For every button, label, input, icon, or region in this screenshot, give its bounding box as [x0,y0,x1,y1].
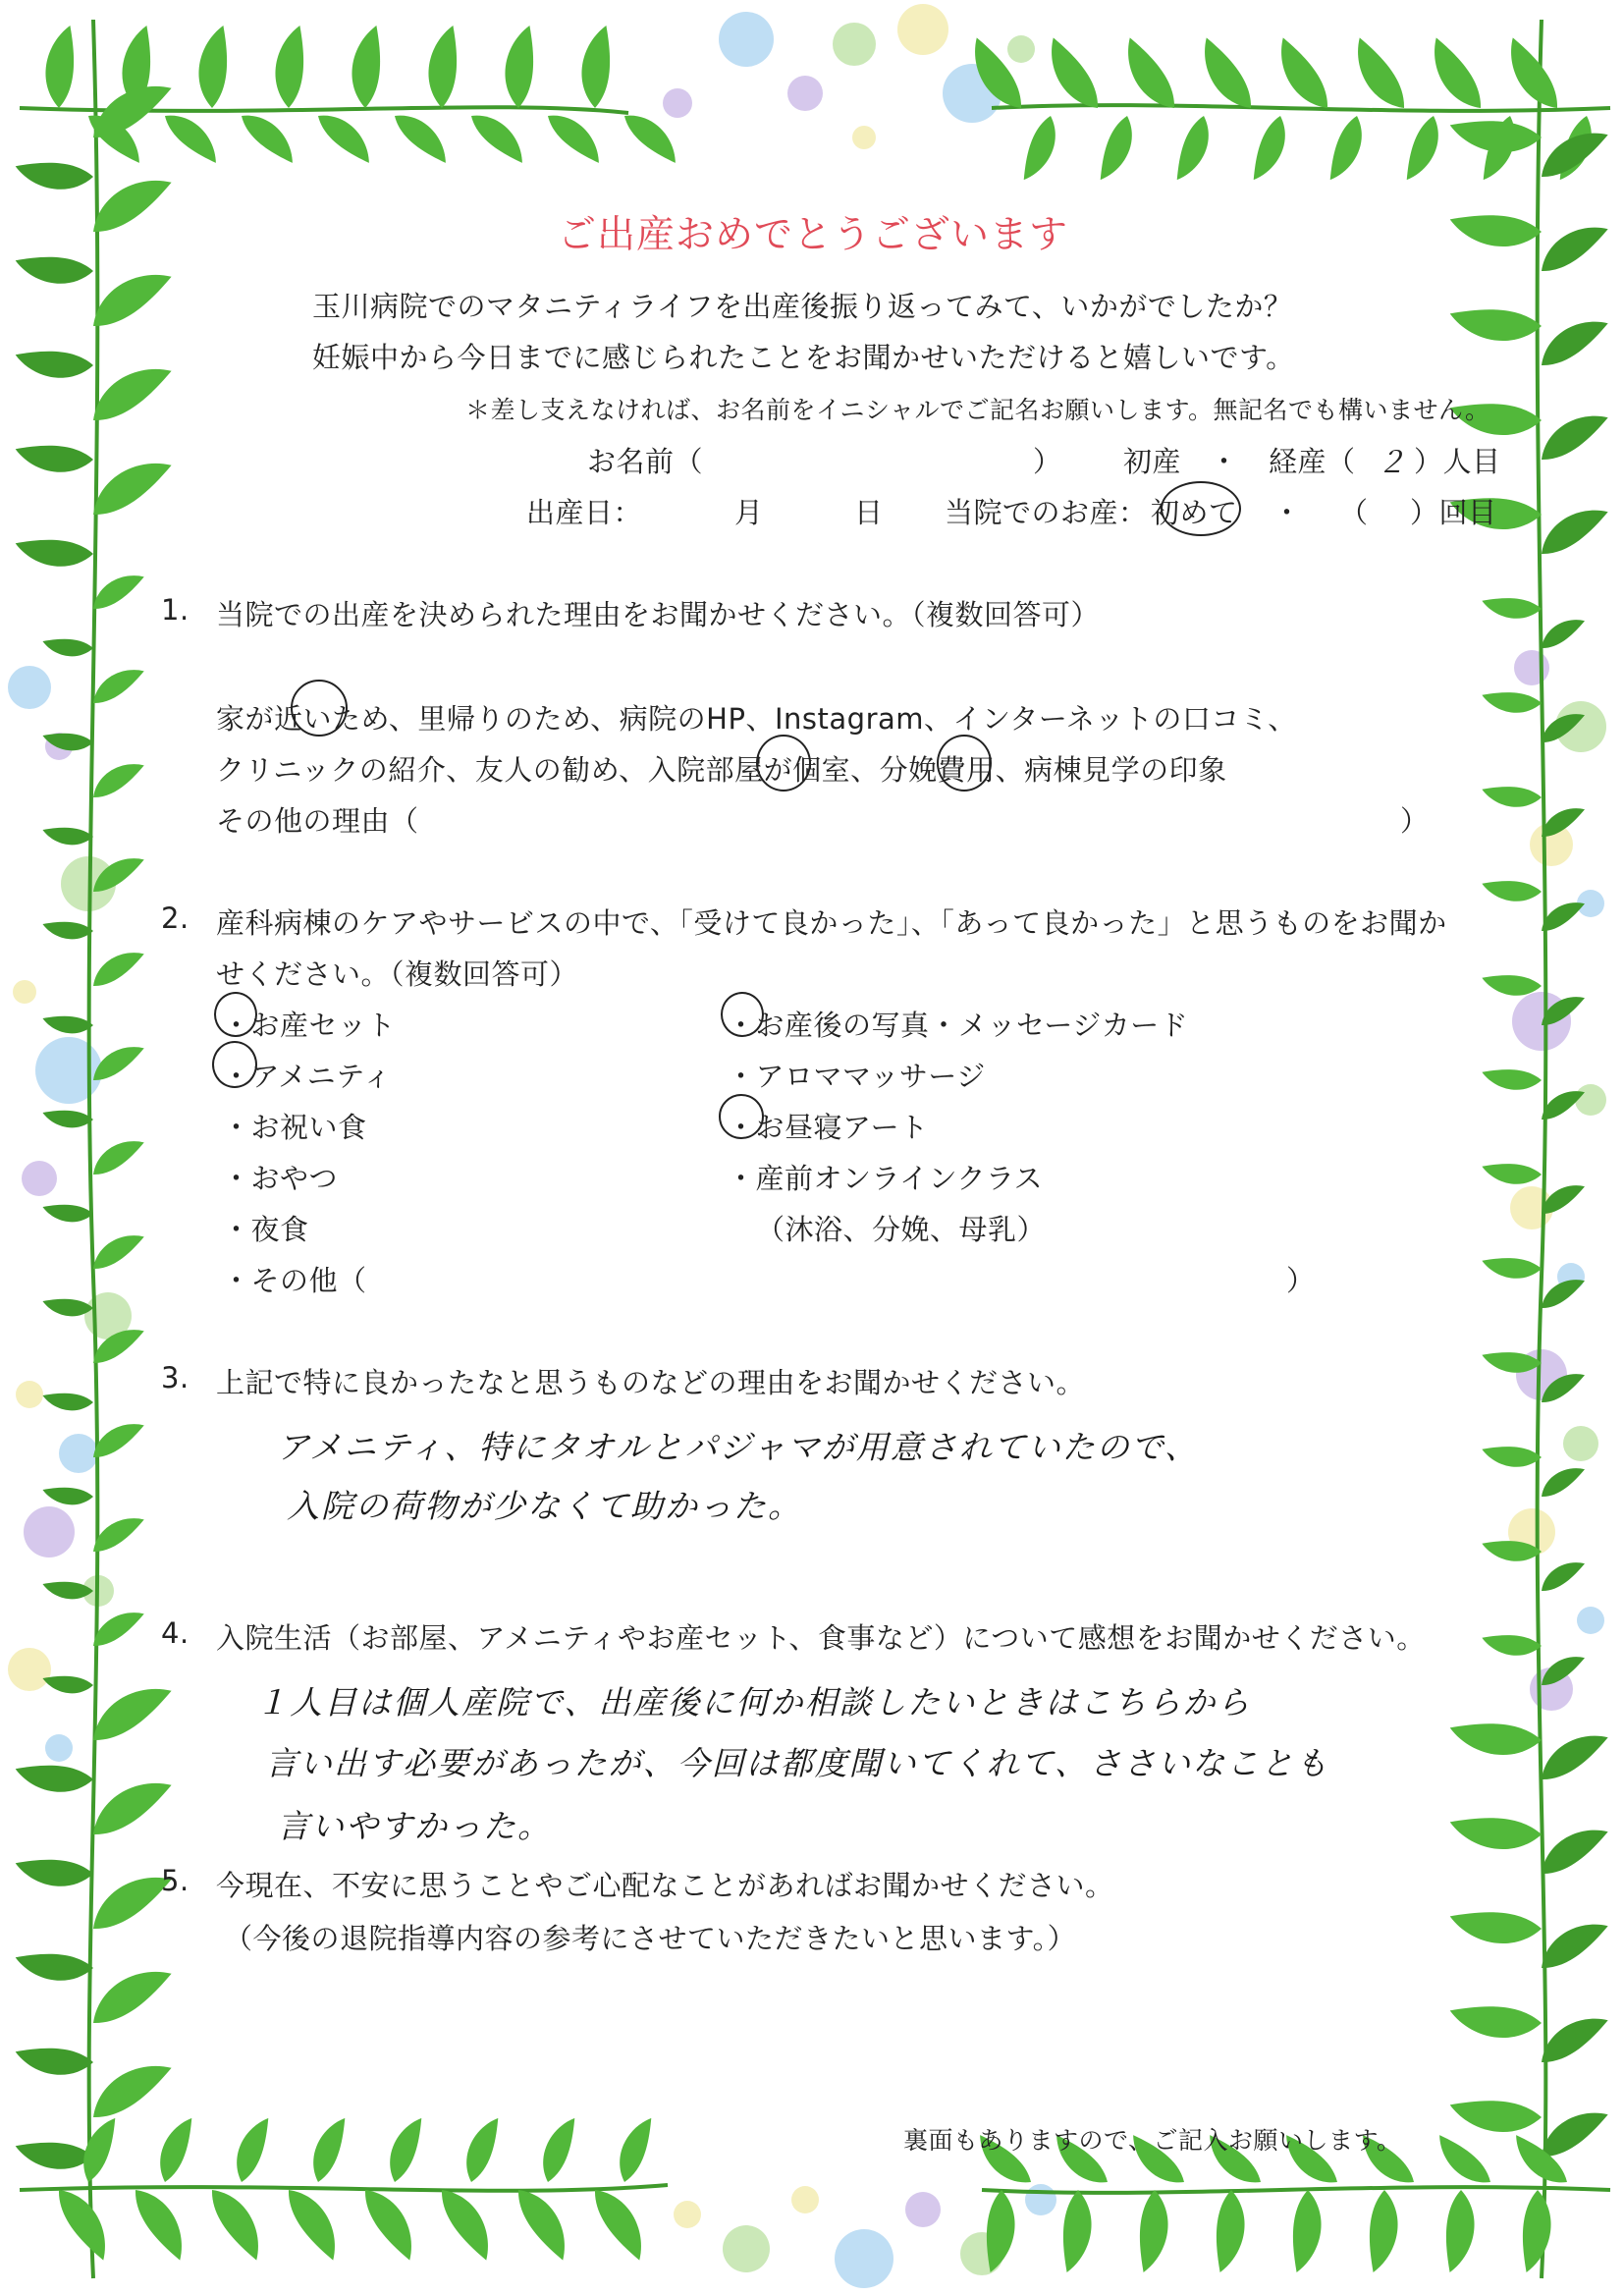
leaf-icon [1480,681,1543,722]
first-time-circle-mark [1161,481,1241,536]
leaf-icon [1123,2189,1180,2276]
leaf-icon [186,23,243,110]
leaf-icon [132,2180,189,2268]
leaf-icon [545,102,605,173]
leaf-icon [591,2180,648,2268]
q2-right-sub: （沐浴、分娩、母乳） [756,1213,1047,1246]
leaf-icon [1533,1728,1615,1782]
leaf-icon [1503,30,1560,118]
leaf-icon [1086,114,1146,185]
leaf-icon [1163,114,1222,185]
birth-month-label: 月 [734,496,764,529]
leaf-icon [86,947,149,988]
q1-question: 当院での出産を決められた理由をお聞かせください。（複数回答可） [216,598,1101,631]
q1-options-line-2: クリニックの紹介、友人の勧め、入院部屋が個室、分娩費用、病棟見学の印象 [216,753,1227,787]
vine-stem [89,20,98,2278]
q4-handwritten-answer-line-1: １人目は個人産院で、出産後に何か相談したいときはこちらから [255,1683,1252,1721]
leaf-icon [453,2113,513,2184]
leaf-icon [1273,30,1330,118]
leaf-icon [1480,775,1543,816]
intro-note: ＊差し支えなければ、お名前をイニシャルでご記名お願いします。無記名でも構いません。 [465,396,1490,424]
bubble-dot [723,2225,770,2272]
q2-number: 2. [161,902,189,935]
leaf-icon [1446,1706,1543,1770]
q1-other-label: その他の理由（ [216,804,419,838]
q4-question: 入院生活（お部屋、アメニティやお産セット、食事など）について感想をお聞かせください。 [216,1621,1426,1655]
leaf-icon [12,524,94,578]
leaf-icon [40,911,93,947]
leaf-icon [162,102,222,173]
leaf-icon [1392,114,1452,185]
leaf-icon [86,1135,149,1176]
leaf-icon [12,430,94,484]
hospital-birth-label: 当院でのお産： [945,496,1148,529]
q2-left-item-2: ・アメニティ [222,1060,392,1093]
first-time-option: 初めて [1151,496,1238,529]
leaf-icon [1536,1557,1589,1593]
leaf-icon [415,23,472,110]
footer-note: 裏面もありますので、ご記入お願いします。 [903,2126,1402,2155]
bubble-dot [8,1648,51,1691]
bubble-dot [8,666,51,709]
leaf-icon [1533,314,1615,368]
circle-mark-nap-art [719,1094,764,1139]
bubble-dot [1563,1426,1598,1461]
leaf-icon [1480,1623,1543,1665]
q2-left-item-5: ・夜食 [222,1213,309,1246]
leaf-icon [299,2113,359,2184]
q2-right-item-3: ・お昼寝アート [727,1111,929,1144]
leaf-icon [1446,197,1543,261]
q2-left-other: ・その他（ [222,1264,367,1297]
leaf-icon [86,1229,149,1271]
leaf-icon [223,2113,283,2184]
circle-mark-osan-set [214,992,257,1037]
bubble-dot [1514,650,1549,685]
circle-mark-private-room [756,735,811,792]
leaf-icon [1536,615,1589,650]
q2-right-item-2: ・アロママッサージ [727,1060,986,1093]
circle-mark-near-home [291,680,348,737]
leaf-icon [86,758,149,799]
name-close: ） [1033,445,1062,478]
leaf-icon [392,102,452,173]
birthdate-label: 出産日： [526,496,643,529]
bubble-dot [905,2192,941,2227]
bubble-dot [787,76,823,111]
bubble-dot [719,12,774,67]
bubble-dot [663,88,692,118]
intro-line-1: 玉川病院でのマタニティライフを出産後振り返ってみて、いかがでしたか？ [312,290,1293,323]
leaf-icon [514,2180,571,2268]
separator-dot-2: ・ [1272,496,1302,529]
q1-other-close: ） [1400,804,1430,838]
intro-line-2: 妊娠中から今日までに感じられたことをお聞かせいただけると嬉しいです。 [312,341,1295,374]
q2-question-line-2: せください。（複数回答可） [216,957,579,991]
leaf-icon [55,2180,112,2268]
times-open: （ [1339,496,1369,529]
q2-left-item-3: ・お祝い食 [222,1111,367,1144]
leaf-icon [1446,1894,1543,1958]
birth-day-label: 日 [854,496,884,529]
leaf-icon [1316,114,1376,185]
q4-handwritten-answer-line-2: 言い出す必要があったが、今回は都度聞いてくれて、ささいなことも [265,1744,1330,1782]
separator-dot: ・ [1210,445,1239,478]
leaf-icon [315,102,375,173]
leaf-icon [1480,1435,1543,1476]
q3-question: 上記で特に良かったなと思うものなどの理由をお聞かせください。 [216,1366,1086,1399]
leaf-icon [606,2113,666,2184]
leaf-icon [1480,1058,1543,1099]
leaf-icon [1446,1989,1543,2052]
leaf-icon [1446,292,1543,355]
leaf-icon [1433,2125,1492,2196]
q2-left-item-1: ・お産セット [222,1009,397,1042]
leaf-icon [12,1844,94,1898]
q2-left-item-4: ・おやつ [222,1162,339,1195]
leaf-icon [32,23,89,110]
leaf-icon [361,2180,418,2268]
leaf-icon [468,102,528,173]
q5-question: 今現在、不安に思うことやご心配なことがあればお聞かせください。 [216,1869,1114,1902]
q2-right-item-1: ・お産後の写真・メッセージカード [727,1009,1189,1042]
leaf-icon [529,2113,589,2184]
q3-handwritten-answer-line-1: アメニティ、特にタオルとパジャマが用意されていたので、 [277,1428,1200,1466]
bubble-dot [674,2201,701,2228]
q1-number: 1. [161,593,189,627]
name-label: お名前（ [587,445,704,478]
bubble-dot [1025,2184,1056,2215]
leaf-icon [1239,114,1299,185]
q2-question-line-1: 産科病棟のケアやサービスの中で、「受けて良かった」、「あって良かった」と思うものをお聞か [216,906,1447,940]
bubble-dot [24,1506,75,1557]
times-close: ）回目 [1410,496,1497,529]
leaf-icon [208,2180,265,2268]
leaf-icon [1533,220,1615,274]
q5-sub: （今後の退院指導内容の参考にさせていただきたいと思います。） [224,1922,1077,1955]
leaf-icon [12,147,94,201]
circle-mark-photo-card [721,992,764,1037]
bubble-dot [791,2186,819,2213]
leaf-icon [1506,2189,1563,2276]
bubble-dot [45,1734,73,1762]
leaf-icon [40,1100,93,1135]
q2-left-other-close: ） [1286,1264,1316,1297]
circle-mark-amenity [212,1041,257,1088]
leaf-icon [40,1006,93,1041]
page-title: ご出産おめでとうございます [558,213,1069,257]
leaf-icon [86,664,149,705]
bubble-dot [1575,1084,1606,1116]
bubble-dot [897,4,948,55]
bubble-dot [59,1434,98,1473]
multi-birth-label: 経産（ [1269,445,1356,478]
multi-birth-close: ）人目 [1414,445,1501,478]
leaf-icon [262,23,319,110]
leaf-icon [40,628,93,664]
leaf-icon [239,102,298,173]
leaf-icon [12,1939,94,1993]
leaf-icon [12,2127,94,2181]
circle-mark-delivery-fee [937,735,992,792]
leaf-icon [1446,2083,1543,2147]
leaf-icon [40,1194,93,1229]
q5-number: 5. [161,1864,189,1897]
leaf-icon [1427,30,1484,118]
leaf-icon [40,1571,93,1607]
leaf-icon [1480,869,1543,910]
bubble-dot [835,2229,893,2288]
birth-order-answer: ２ [1377,446,1407,480]
leaf-icon [1480,586,1543,628]
bubble-dot [35,1037,102,1104]
bubble-dot [852,126,876,149]
leaf-icon [1009,114,1069,185]
leaf-icon [1446,1800,1543,1864]
leaf-icon [1353,2189,1410,2276]
leaf-icon [1350,30,1407,118]
leaf-icon [438,2180,495,2268]
leaf-icon [12,336,94,390]
leaf-icon [40,817,93,852]
leaf-icon [1533,1823,1615,1877]
leaf-icon [82,2057,180,2121]
leaf-icon [40,1383,93,1418]
leaf-icon [82,1963,180,2027]
leaf-icon [1276,2189,1333,2276]
leaf-icon [146,2113,206,2184]
bubble-dot [1007,35,1035,63]
leaf-icon [12,242,94,296]
leaf-icon [339,23,396,110]
q3-number: 3. [161,1361,189,1394]
leaf-icon [82,1775,180,1838]
leaf-icon [568,23,625,110]
q3-handwritten-answer-line-2: 入院の荷物が少なくて助かった。 [287,1487,802,1525]
leaf-icon [492,23,549,110]
leaf-icon [12,2033,94,2087]
bubble-dot [22,1161,57,1196]
bubble-dot [13,980,36,1004]
q1-options-line-1: 家が近いため、里帰りのため、病院のHP、Instagram、インターネットの口コミ、 [216,702,1297,736]
leaf-icon [1200,2189,1257,2276]
bubble-dot [833,23,876,66]
leaf-icon [1430,2189,1487,2276]
bubble-dot [1577,1607,1604,1634]
bubble-dot [16,1381,43,1408]
leaf-icon [376,2113,436,2184]
q2-right-item-4: ・産前オンラインクラス [727,1162,1044,1195]
q4-handwritten-answer-line-3: 言いやすかった。 [277,1807,552,1845]
q4-number: 4. [161,1616,189,1650]
first-birth-label: 初産 [1123,445,1182,478]
leaf-icon [1536,1463,1589,1499]
leaf-icon [1480,1246,1543,1287]
leaf-icon [285,2180,342,2268]
leaf-icon [1533,409,1615,463]
leaf-icon [1533,503,1615,557]
